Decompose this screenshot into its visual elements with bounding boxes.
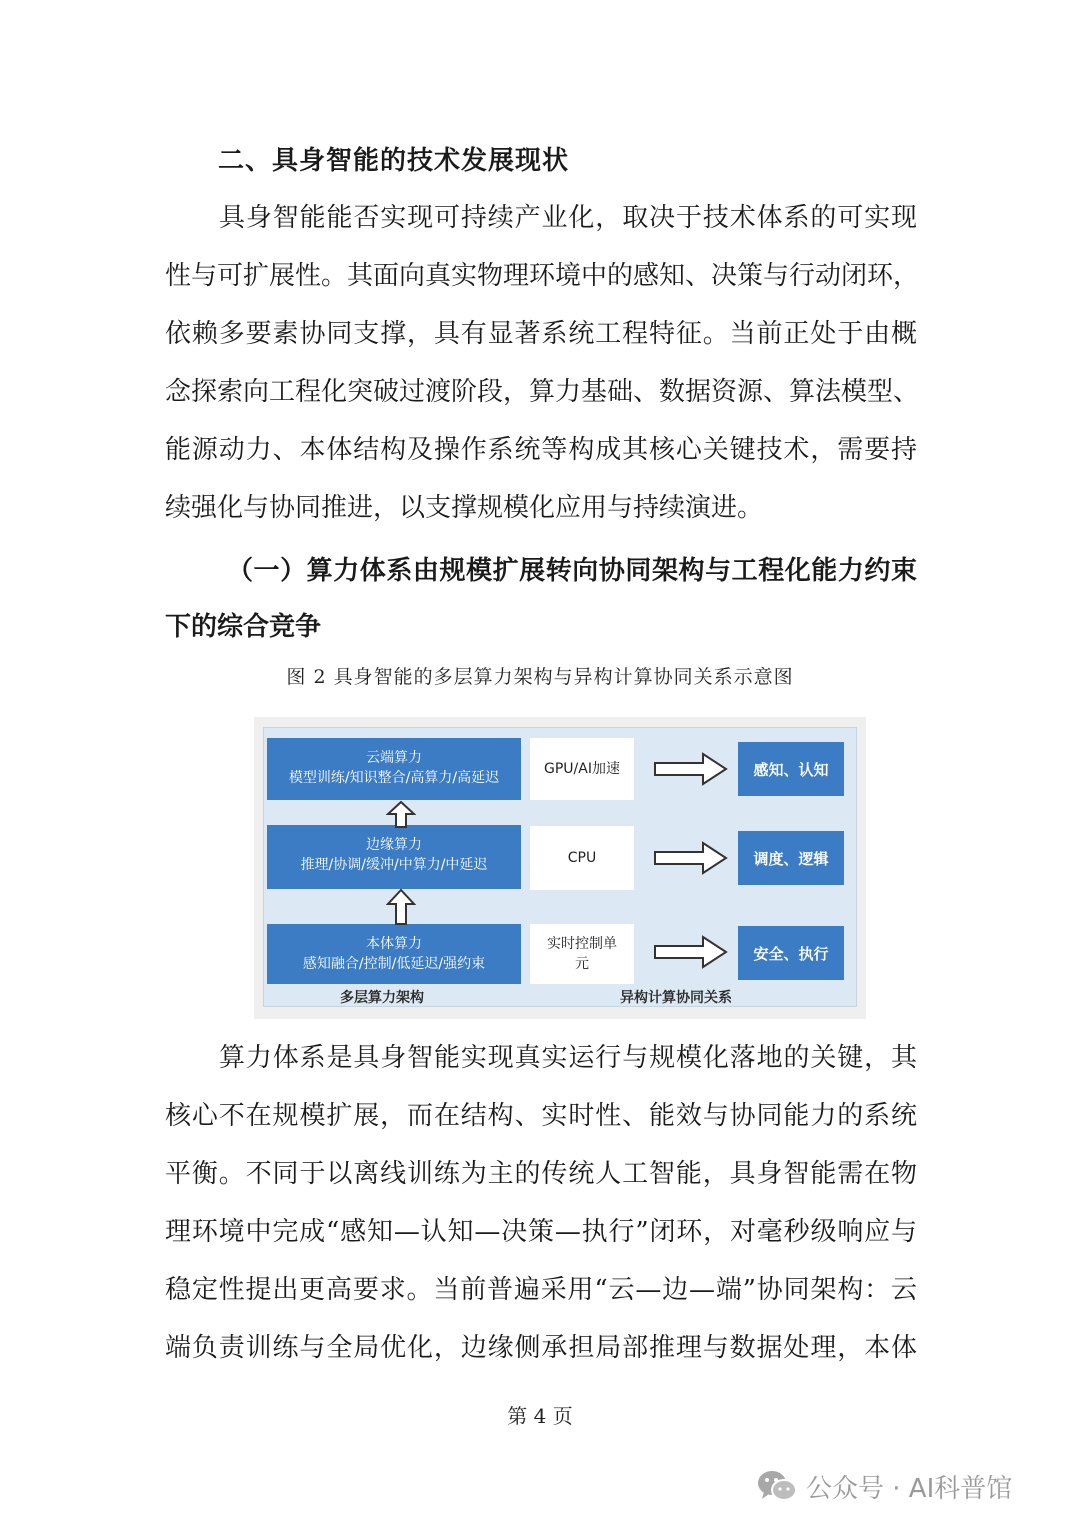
subheading-line: （一）算力体系由规模扩展转向协同架构与工程化能力约束 — [227, 556, 917, 586]
block-title: 边缘算力 — [366, 837, 422, 853]
paragraph-line: 稳定性提出更高要求。当前普遍采用“云—边—端”协同架构：云 — [165, 1275, 917, 1305]
up-arrow-icon — [386, 888, 416, 926]
right-arrow-icon — [653, 751, 729, 787]
edge-compute-block — [267, 825, 521, 889]
processor-label: CPU — [567, 850, 597, 866]
watermark — [756, 1464, 1012, 1508]
architecture-figure — [254, 717, 866, 1019]
safety-execution-box: 安全、执行 — [738, 926, 844, 980]
paragraph-line: 核心不在规模扩展，而在结构、实时性、能效与协同能力的系统 — [165, 1101, 917, 1131]
figure-caption: 图 2 具身智能的多层算力架构与异构计算协同关系示意图 — [286, 666, 794, 688]
heterogeneous-label: 异构计算协同关系 — [620, 990, 732, 1006]
section-heading: 二、具身智能的技术发展现状 — [218, 146, 570, 176]
processor-label: 实时控制单 — [547, 936, 617, 952]
processor-label: 元 — [575, 956, 589, 972]
cpu-box — [530, 826, 634, 890]
up-arrow-icon — [386, 800, 416, 828]
gpu-ai-box — [530, 738, 634, 800]
paragraph-line: 性与可扩展性。其面向真实物理环境中的感知、决策与行动闭环， — [165, 261, 920, 291]
paragraph-line: 续强化与协同推进，以支撑规模化应用与持续演进。 — [165, 493, 764, 523]
paragraph-1 — [165, 189, 920, 537]
block-desc: 推理/协调/缓冲/中算力/中延迟 — [300, 857, 488, 873]
paragraph-line: 平衡。不同于以离线训练为主的传统人工智能，具身智能需在物 — [165, 1159, 917, 1189]
body-compute-block — [267, 924, 521, 984]
right-arrow-icon — [653, 840, 729, 876]
paragraph-line: 具身智能能否实现可持续产业化，取决于技术体系的可实现 — [219, 203, 917, 233]
realtime-control-box — [530, 924, 634, 984]
paragraph-line: 算力体系是具身智能实现真实运行与规模化落地的关键，其 — [219, 1043, 917, 1073]
block-desc: 感知融合/控制/低延迟/强约束 — [302, 956, 486, 972]
right-arrow-icon — [653, 934, 729, 970]
scheduling-logic-box: 调度、逻辑 — [738, 831, 844, 885]
cloud-compute-block — [267, 738, 521, 800]
subheading-line: 下的综合竞争 — [165, 612, 322, 642]
watermark-text: 公众号 · AI科普馆 — [806, 1473, 1013, 1504]
paragraph-line: 依赖多要素协同支撑，具有显著系统工程特征。当前正处于由概 — [165, 319, 917, 349]
block-title: 本体算力 — [366, 936, 422, 952]
paragraph-2 — [165, 1029, 917, 1377]
processor-label: GPU/AI加速 — [544, 761, 620, 777]
subsection-heading — [165, 543, 917, 655]
wechat-icon — [756, 1468, 798, 1504]
layer-architecture-label: 多层算力架构 — [340, 990, 424, 1006]
paragraph-line: 能源动力、本体结构及操作系统等构成其核心关键技术，需要持 — [165, 435, 917, 465]
perception-cognition-box: 感知、认知 — [738, 742, 844, 796]
page-number: 第 4 页 — [507, 1404, 573, 1428]
figure-panel — [263, 727, 857, 1007]
paragraph-line: 理环境中完成“感知—认知—决策—执行”闭环，对毫秒级响应与 — [165, 1217, 917, 1247]
paragraph-line: 念探索向工程化突破过渡阶段，算力基础、数据资源、算法模型、 — [165, 377, 920, 407]
block-desc: 模型训练/知识整合/高算力/高延迟 — [288, 770, 500, 786]
block-title: 云端算力 — [366, 750, 422, 766]
paragraph-line: 端负责训练与全局优化，边缘侧承担局部推理与数据处理，本体 — [165, 1333, 917, 1363]
